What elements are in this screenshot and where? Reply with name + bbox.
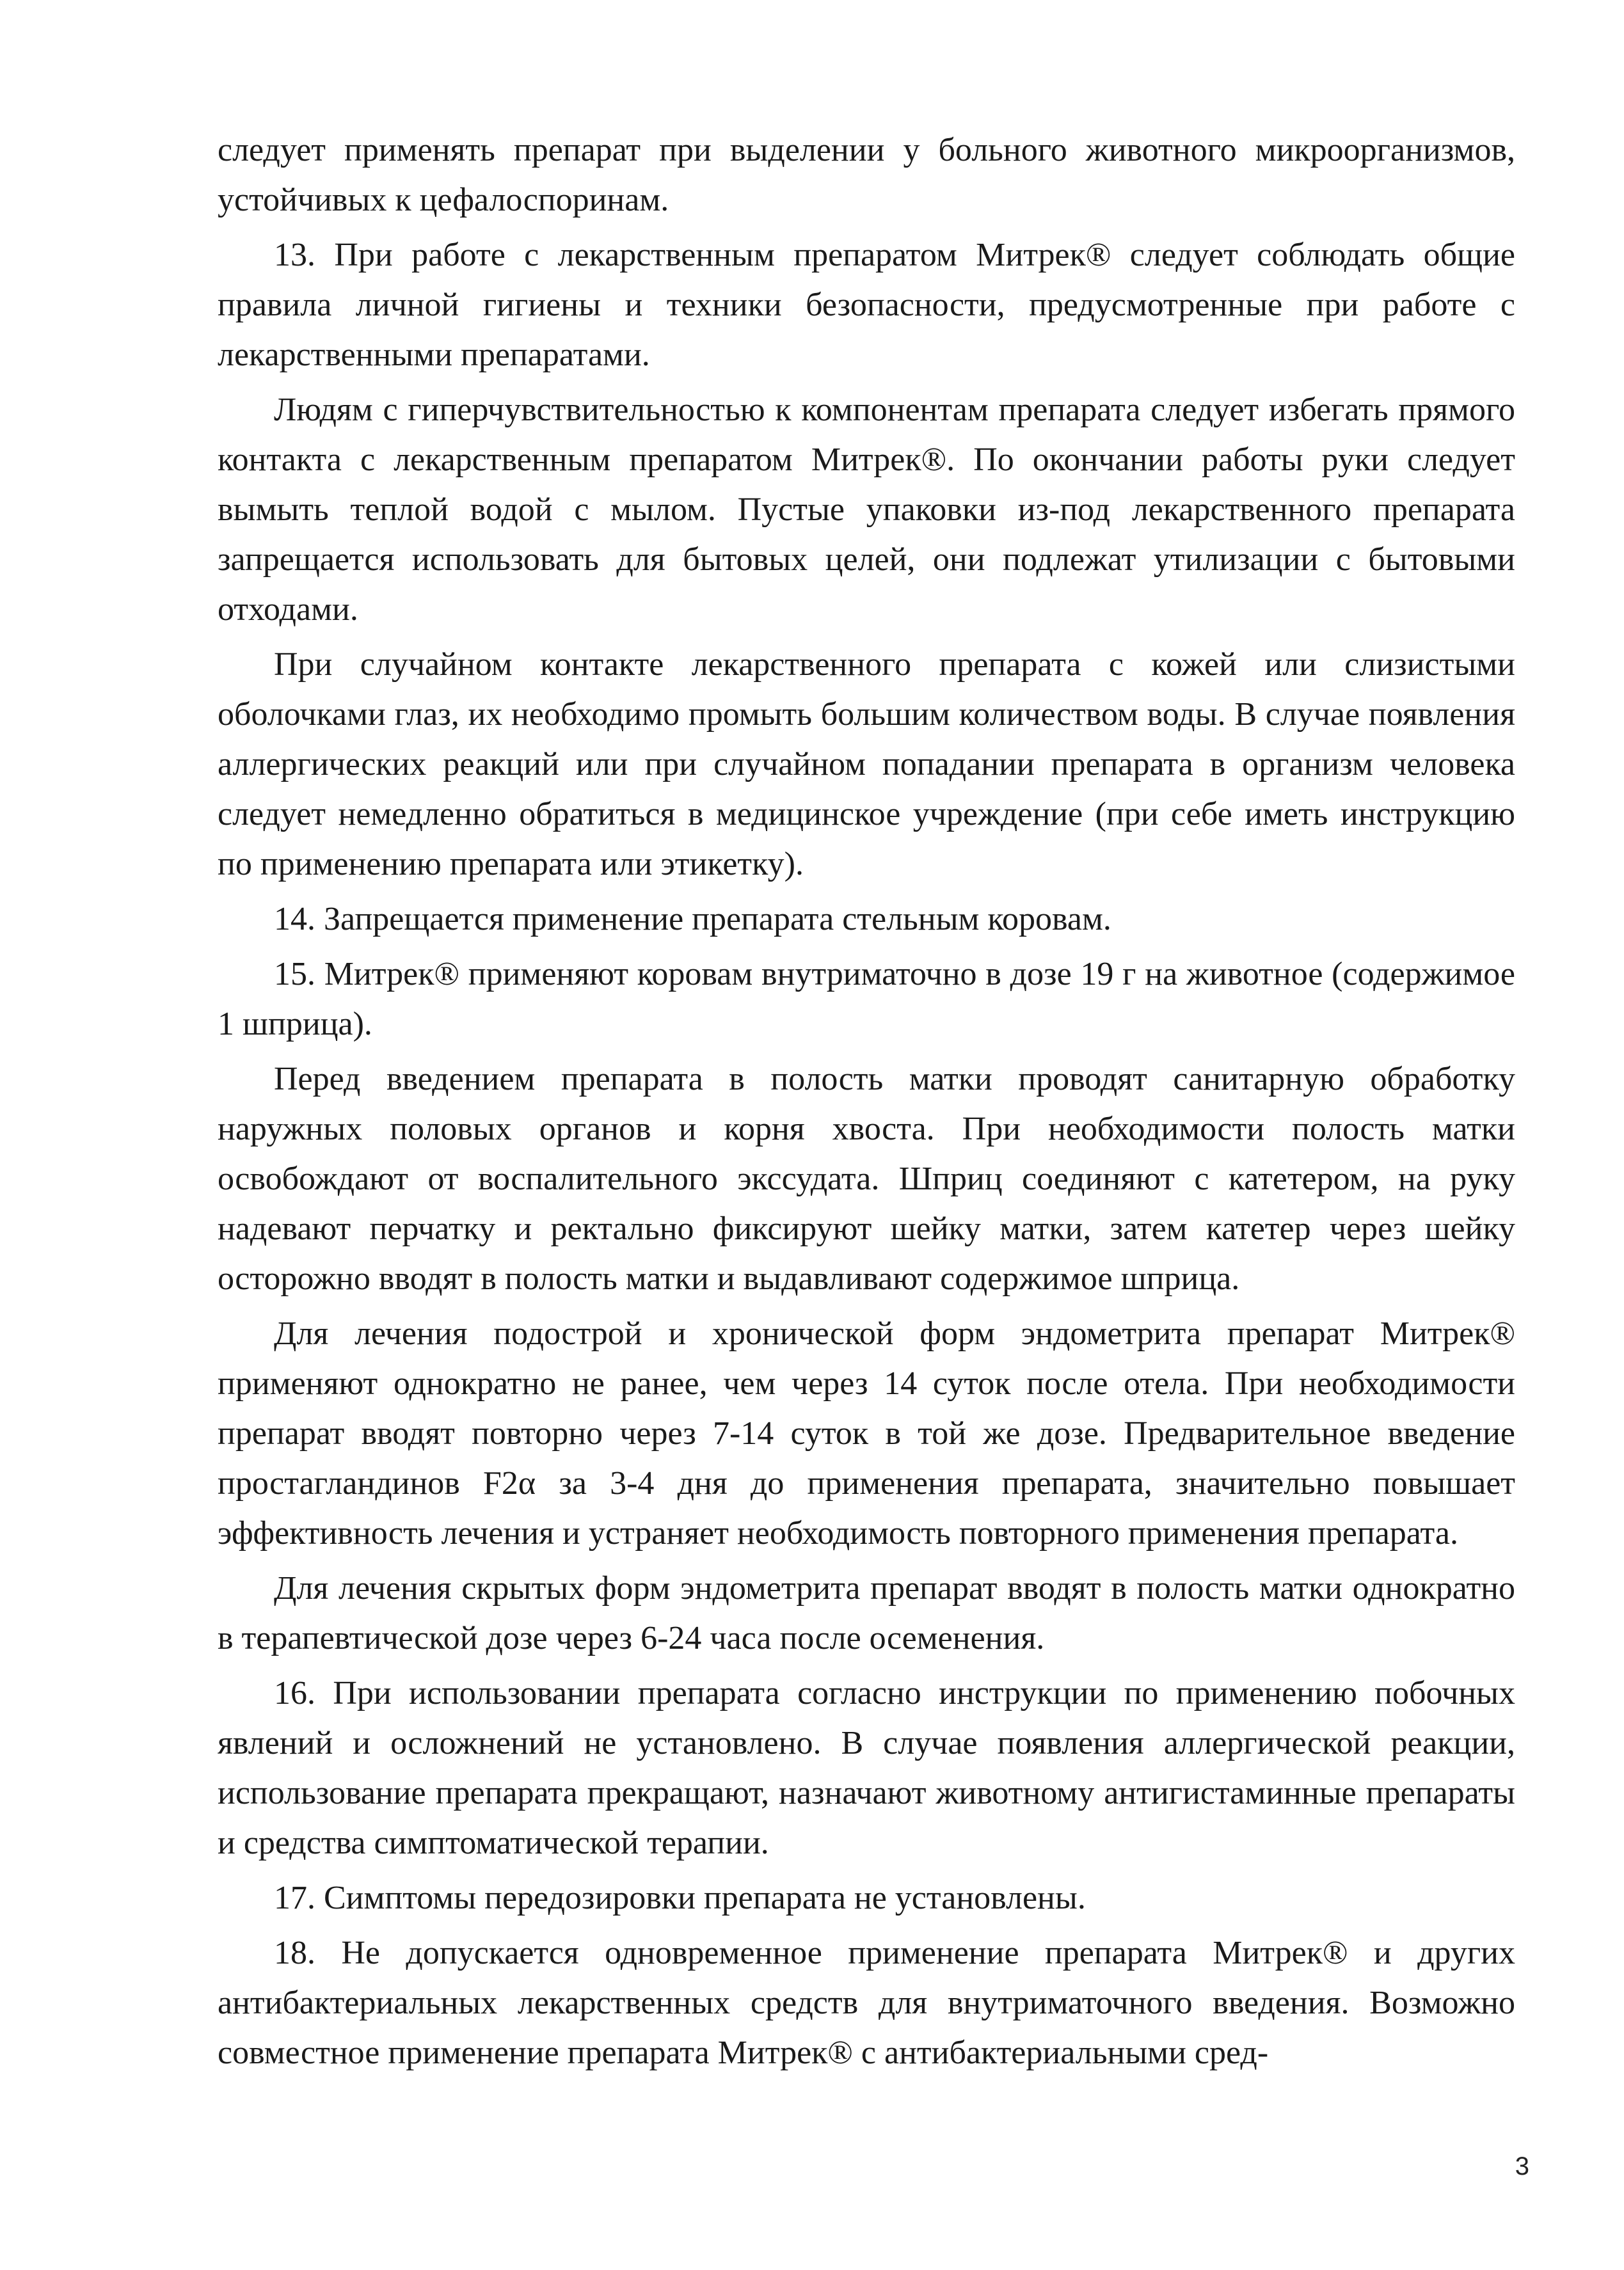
- paragraph-administration-procedure: Перед введением препарата в полость матки проводят санитарную обработку наружных половых органов и корня хвоста. При необходимости полость матки освобождают от воспалительного экссудата. Шприц соединяют с катетером, на руку надевают перчатку и ректально фиксируют шейку матки, затем катетер через шейку осторожно вводят в полость матки и выдавливают содержимое шприца.: [218, 1061, 1515, 1297]
- paragraph-latent-endometritis: Для лечения скрытых форм эндометрита препарат вводят в полость матки однократно в терапевтической дозе через 6-24 часа после осеменения.: [218, 1570, 1515, 1656]
- paragraph-item-13: 13. При работе с лекарственным препаратом Митрек® следует соблюдать общие правила личной гигиены и техники безопасности, предусмотренные при работе с лекарственными препаратами.: [218, 237, 1515, 373]
- paragraph-chronic-endometritis: Для лечения подострой и хронической форм эндометрита препарат Митрек® применяют однократно не ранее, чем через 14 суток после отела. При необходимости препарат вводят повторно через 7-14 суток в той же дозе. Предварительное введение простагландинов F2α за 3-4 дня до применения препарата, значительно повышает эффективность лечения и устраняет необходимость повторного применения препарата.: [218, 1315, 1515, 1552]
- paragraph-item-16: 16. При использовании препарата согласно инструкции по применению побочных явлений и осложнений не установлено. В случае появления аллергической реакции, использование препарата прекращают, назначают животному антигистаминные препараты и средства симптоматической терапии.: [218, 1675, 1515, 1861]
- document-page: [218, 125, 1515, 2078]
- paragraph-accidental-contact: При случайном контакте лекарственного препарата с кожей или слизистыми оболочками глаз, их необходимо промыть большим количеством воды. В случае появления аллергических реакций или при случайном попадании препарата в организм человека следует немедленно обратиться в медицинское учреждение (при себе иметь инструкцию по применению препарата или этикетку).: [218, 646, 1515, 882]
- paragraph-item-17: 17. Симптомы передозировки препарата не установлены.: [274, 1880, 1086, 1916]
- paragraph-hypersensitivity: Людям с гиперчувствительностью к компонентам препарата следует избегать прямого контакта с лекарственным препаратом Митрек®. По окончании работы руки следует вымыть теплой водой с мылом. Пустые упаковки из-под лекарственного препарата запрещается использовать для бытовых целей, они подлежат утилизации с бытовыми отходами.: [218, 392, 1515, 628]
- page-number: 3: [1515, 2152, 1529, 2180]
- paragraph-continuation: следует применять препарат при выделении у больного животного микроорганизмов, устойчивых к цефалоспоринам.: [218, 132, 1515, 218]
- paragraph-item-18: 18. Не допускается одновременное применение препарата Митрек® и других антибактериальных лекарственных средств для внутриматочного введения. Возможно совместное применение препарата Митрек® с антибактериальными сред-: [218, 1935, 1515, 2071]
- paragraph-item-14: 14. Запрещается применение препарата стельным коровам.: [274, 901, 1111, 937]
- paragraph-item-15: 15. Митрек® применяют коровам внутриматочно в дозе 19 г на животное (содержимое 1 шприца).: [218, 956, 1515, 1042]
